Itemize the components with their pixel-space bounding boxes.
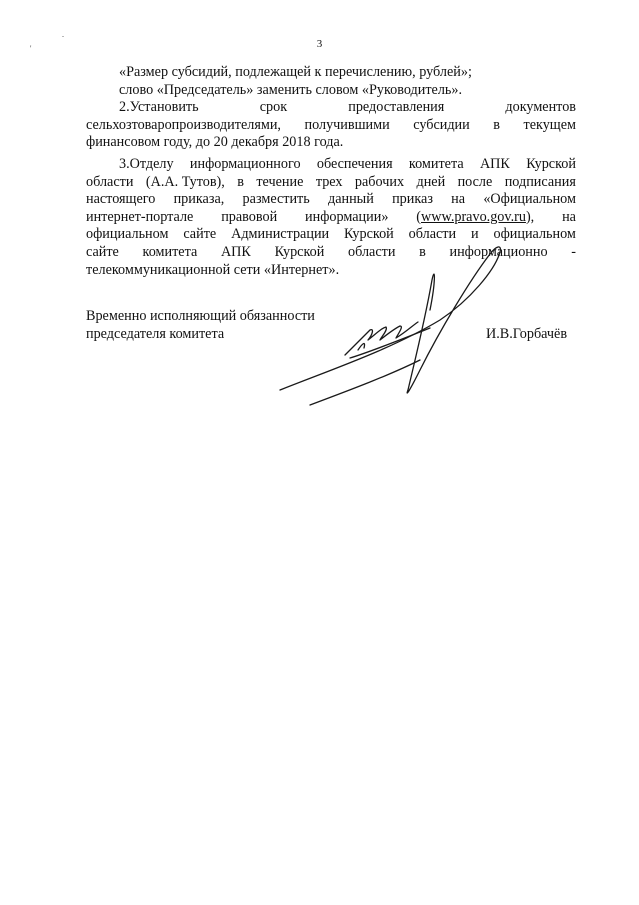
word: течение: [256, 173, 304, 190]
word: Курской: [344, 226, 394, 243]
paragraph-3-line-7: телекоммуникационной сети «Интернет».: [86, 261, 340, 278]
word: на: [451, 191, 466, 208]
word: рабочих: [354, 173, 405, 190]
word: области: [86, 173, 134, 190]
word: области: [348, 243, 396, 260]
signer-name: И.В.Горбачёв: [486, 326, 568, 342]
word: приказ: [392, 191, 433, 208]
word: АПК: [220, 243, 251, 260]
word: 2.Установить: [119, 99, 199, 116]
paragraph-3-line-3: [86, 191, 576, 209]
paragraph-2-line-1: [86, 99, 576, 117]
word: в: [237, 173, 244, 190]
word: 3.Отделу: [119, 155, 174, 172]
word: интернет-портале: [86, 208, 194, 225]
position-line-1: Временно исполняющий обязанности: [86, 308, 315, 324]
word: сайте: [86, 243, 119, 260]
word: сайте: [183, 226, 217, 243]
word: обеспечения: [316, 155, 393, 172]
paragraph-2-line-2: [86, 117, 576, 135]
word: правовой: [221, 208, 278, 225]
word: данный: [327, 191, 374, 208]
word: в: [419, 243, 426, 260]
word: текущем: [523, 116, 576, 133]
word: предоставления: [348, 99, 445, 116]
word: Администрации: [231, 226, 330, 243]
paragraph-3-line-4: [86, 209, 576, 227]
word: приказа,: [173, 191, 225, 208]
word: настоящего: [86, 191, 156, 208]
pravo-gov-link[interactable]: www.pravo.gov.ru: [421, 208, 526, 225]
word: подписания: [504, 173, 576, 190]
position-line-2: председателя комитета: [86, 326, 225, 342]
word: документов: [505, 99, 576, 116]
word: области: [408, 226, 457, 243]
paren-close: ),: [525, 208, 535, 225]
word: -: [571, 243, 576, 260]
word: субсидии: [413, 116, 470, 133]
paren-open: (: [416, 208, 421, 225]
word: АПК: [479, 155, 510, 172]
link-group: [416, 209, 534, 227]
handwritten-signature: [270, 240, 510, 410]
word: информации»: [305, 208, 389, 225]
word: получившими: [304, 116, 390, 133]
word: официальном: [493, 226, 576, 243]
word: дней: [416, 173, 446, 190]
word: трех: [315, 173, 343, 190]
word: комитета: [408, 155, 464, 172]
word: комитета: [142, 243, 198, 260]
word: информационно: [449, 243, 548, 260]
word: разместить: [242, 191, 310, 208]
page-number: 3: [316, 38, 323, 50]
word: Курской: [526, 155, 576, 172]
word: срок: [259, 99, 288, 116]
word: после: [457, 173, 493, 190]
paragraph-3-line-1: [86, 156, 576, 174]
text-line: «Размер субсидий, подлежащей к перечислению, рублей»;: [119, 64, 472, 80]
word: на: [562, 208, 576, 225]
word: «Официальном: [483, 191, 576, 208]
paragraph-3-line-2: [86, 174, 576, 192]
word: (А.А. Тутов),: [145, 173, 225, 190]
word: в: [493, 116, 500, 133]
word: официальном: [86, 226, 169, 243]
word: информационного: [189, 155, 301, 172]
word: Курской: [274, 243, 325, 260]
text-line: слово «Председатель» заменить словом «Руководитель».: [119, 81, 463, 98]
scan-speck: .: [62, 30, 64, 39]
paragraph-2-line-3: финансовом году, до 20 декабря 2018 года.: [86, 134, 344, 151]
word: сельхозтоваропроизводителями,: [86, 116, 281, 133]
scan-speck: ': [30, 44, 32, 53]
word: и: [471, 226, 479, 243]
